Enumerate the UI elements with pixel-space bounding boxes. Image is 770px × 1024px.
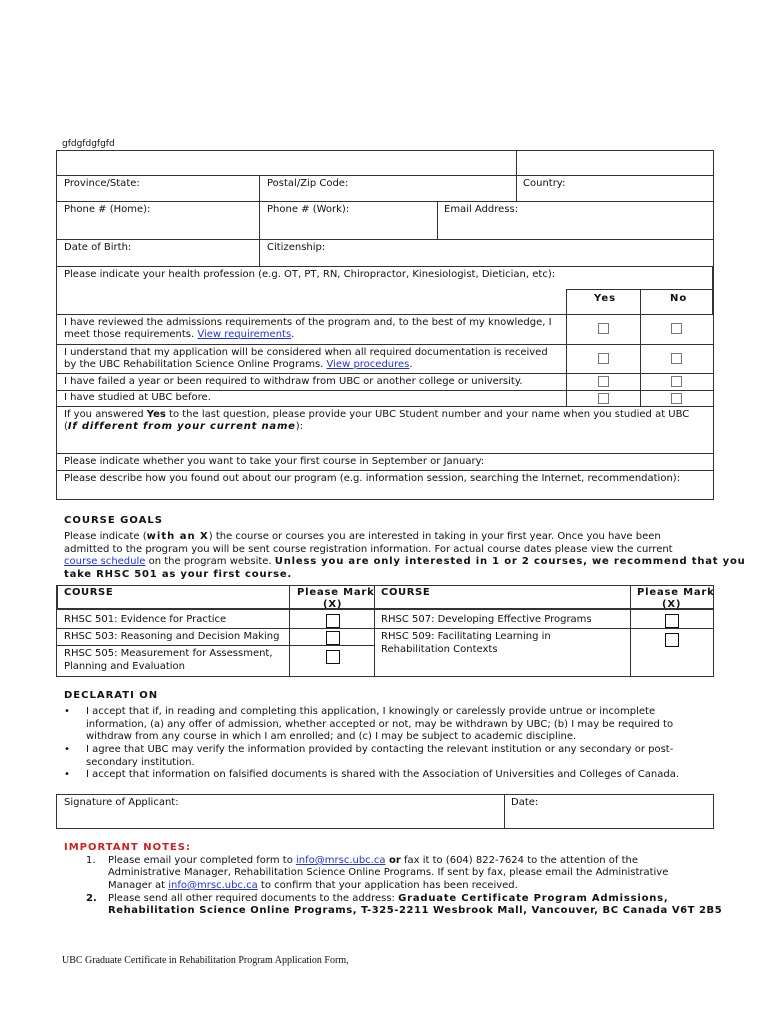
rhsc-503-checkbox[interactable] <box>326 631 340 645</box>
course-goals-p3: course schedule on the program website. Unless you are only interested in 1 or 2 courses, we recommend that you <box>64 556 746 567</box>
mark-column-header-left: Please Mark <box>297 587 375 598</box>
rhsc-505-checkbox[interactable] <box>326 650 340 664</box>
note-2-line2: Rehabilitation Science Online Programs, T-325-2211 Wesbrook Mall, Vancouver, BC Canada V6T 2B5 <box>108 905 723 916</box>
declaration-1-line3: withdraw from any course in which I am enrolled; and (c) I may be subject to academic discipline. <box>86 731 577 742</box>
view-requirements-link[interactable]: View requirements <box>197 329 292 340</box>
country-field[interactable]: Country: <box>523 178 566 189</box>
mark-column-header-right: Please Mark <box>637 587 715 598</box>
rhsc-507-checkbox[interactable] <box>665 614 679 628</box>
course-column-header-left: COURSE <box>64 587 114 598</box>
q3-text: I have failed a year or been required to withdraw from UBC or another college or university. <box>64 376 523 387</box>
no-column-header: No <box>670 293 688 304</box>
start-term-field[interactable]: Please indicate whether you want to take your first course in September or January: <box>64 456 485 467</box>
course-goals-p1: Please indicate (with an X) the course or courses you are interested in taking in your first year. Once you have been <box>64 531 661 542</box>
mark-column-subheader-left: (X) <box>323 599 343 610</box>
header-scribble: gfdgfdgfgfd <box>62 139 115 149</box>
declaration-3: I accept that information on falsified documents is shared with the Association of Universities and Colleges of Canada. <box>86 769 680 780</box>
postal-code-field[interactable]: Postal/Zip Code: <box>267 178 349 189</box>
declaration-1-line1: I accept that if, in reading and completing this application, I knowingly or carelessly provide untrue or incomplete <box>86 706 656 717</box>
note-1-number: 1. <box>86 855 96 866</box>
bullet-1-dot: • <box>64 706 70 717</box>
signature-field[interactable]: Signature of Applicant: <box>64 797 179 808</box>
bullet-2-dot: • <box>64 744 70 755</box>
bullet-3-dot: • <box>64 769 70 780</box>
note-2-line1: Please send all other required documents to the address: Graduate Certificate Program Admissions, <box>108 893 669 904</box>
course-goals-p2: admitted to the program you will be sent course registration information. For actual course dates please view the current <box>64 544 673 555</box>
q5-text-line1: If you answered Yes to the last question, please provide your UBC Student number and your name when you studied at UBC <box>64 409 690 420</box>
course-rhsc-505-line1: RHSC 505: Measurement for Assessment, <box>64 648 273 659</box>
course-column-header-right: COURSE <box>381 587 431 598</box>
course-schedule-link[interactable]: course schedule <box>64 556 146 567</box>
q5-text-line2: (If different from your current name): <box>64 421 304 432</box>
q2-text-line2: by the UBC Rehabilitation Science Online Programs. View procedures. <box>64 359 413 370</box>
q2-no-checkbox[interactable] <box>671 353 682 364</box>
q1-no-checkbox[interactable] <box>671 323 682 334</box>
q3-yes-checkbox[interactable] <box>598 376 609 387</box>
q3-no-checkbox[interactable] <box>671 376 682 387</box>
course-rhsc-501: RHSC 501: Evidence for Practice <box>64 614 227 625</box>
q1-text-line2: meet those requirements. View requirements. <box>64 329 295 340</box>
rhsc-501-checkbox[interactable] <box>326 614 340 628</box>
province-field[interactable]: Province/State: <box>64 178 140 189</box>
declaration-heading: DECLARATI ON <box>64 690 159 701</box>
q2-yes-checkbox[interactable] <box>598 353 609 364</box>
rhsc-509-checkbox[interactable] <box>665 633 679 647</box>
footer-text: UBC Graduate Certificate in Rehabilitation Program Application Form, <box>62 955 349 966</box>
email-link[interactable]: info@mrsc.ubc.ca <box>296 855 386 866</box>
date-field[interactable]: Date: <box>511 797 539 808</box>
course-rhsc-509-line2: Rehabilitation Contexts <box>381 644 498 655</box>
q1-text-line1: I have reviewed the admissions requirements of the program and, to the best of my knowledge, I <box>64 317 552 328</box>
declaration-2-line2: secondary institution. <box>86 757 195 768</box>
email-link-2[interactable]: info@mrsc.ubc.ca <box>168 880 258 891</box>
q4-text: I have studied at UBC before. <box>64 392 211 403</box>
q4-no-checkbox[interactable] <box>671 393 682 404</box>
q4-yes-checkbox[interactable] <box>598 393 609 404</box>
declaration-2-line1: I agree that UBC may verify the information provided by contacting the relevant institution or any secondary or post- <box>86 744 674 755</box>
note-1-line3: Manager at info@mrsc.ubc.ca to confirm that your application has been received. <box>108 880 518 891</box>
date-of-birth-field[interactable]: Date of Birth: <box>64 242 132 253</box>
course-rhsc-503: RHSC 503: Reasoning and Decision Making <box>64 631 280 642</box>
health-profession-field[interactable]: Please indicate your health profession (e.g. OT, PT, RN, Chiropractor, Kinesiologist, Dietician, etc): <box>64 269 556 280</box>
how-found-field[interactable]: Please describe how you found out about our program (e.g. information session, searching the Internet, recommendation): <box>64 473 681 484</box>
q2-text-line1: I understand that my application will be considered when all required documentation is received <box>64 347 548 358</box>
note-1-line2: Administrative Manager, Rehabilitation Science Online Programs. If sent by fax, please email the Administrative <box>108 867 669 878</box>
yes-column-header: Yes <box>594 293 617 304</box>
declaration-1-line2: information, (a) any offer of admission, whether accepted or not, may be withdrawn by UBC; (b) I may be required to <box>86 719 674 730</box>
course-rhsc-507: RHSC 507: Developing Effective Programs <box>381 614 592 625</box>
phone-home-field[interactable]: Phone # (Home): <box>64 204 151 215</box>
course-goals-heading: COURSE GOALS <box>64 515 163 526</box>
course-goals-p4: take RHSC 501 as your first course. <box>64 569 293 580</box>
course-rhsc-509-line1: RHSC 509: Facilitating Learning in <box>381 631 551 642</box>
note-1-line1: Please email your completed form to info@mrsc.ubc.ca or fax it to (604) 822-7624 to the attention of the <box>108 855 639 866</box>
important-notes-heading: IMPORTANT NOTES: <box>64 842 191 853</box>
mark-column-subheader-right: (X) <box>662 599 682 610</box>
email-field[interactable]: Email Address: <box>444 204 519 215</box>
note-2-number: 2. <box>86 893 97 904</box>
course-rhsc-505-line2: Planning and Evaluation <box>64 661 186 672</box>
q1-yes-checkbox[interactable] <box>598 323 609 334</box>
view-procedures-link[interactable]: View procedures <box>326 359 410 370</box>
phone-work-field[interactable]: Phone # (Work): <box>267 204 350 215</box>
citizenship-field[interactable]: Citizenship: <box>267 242 326 253</box>
